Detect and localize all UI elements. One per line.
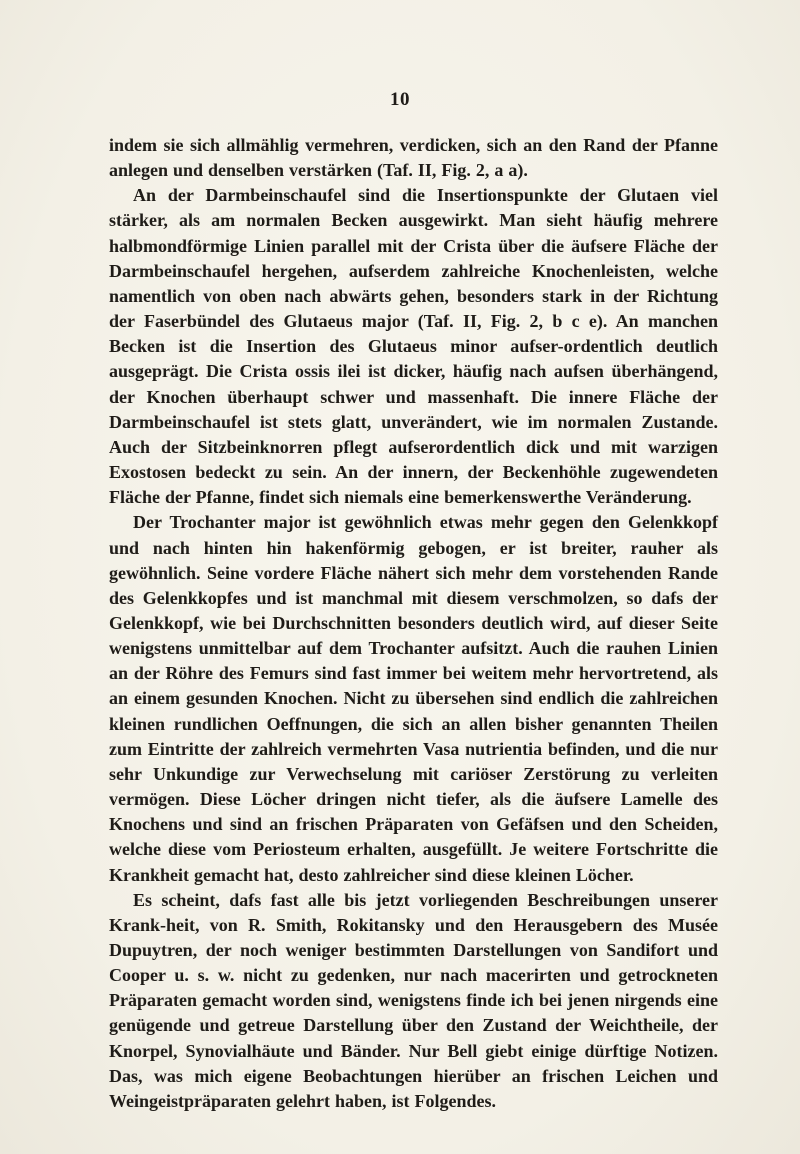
body-text [109,133,718,1114]
paragraph-2: An der Darmbeinschaufel sind die Insertionspunkte der Glutaen viel stärker, als am normalen Becken ausgewirkt. Man sieht häufig mehrere halbmondförmige Linien parallel mit der Crista über die äufsere Fläche der Darmbeinschaufel hergehen, aufserdem zahlreiche Knochenleisten, welche namentlich von oben nach abwärts gehen, besonders stark in der Richtung der Faserbündel des Glutaeus major (Taf. II, Fig. 2, b c e). An manchen Becken ist die Insertion des Glutaeus minor aufser-ordentlich deutlich ausgeprägt. Die Crista ossis ilei ist dicker, häufig nach aufsen überhängend, der Knochen überhaupt schwer und massenhaft. Die innere Fläche der Darmbeinschaufel ist stets glatt, unverändert, wie im normalen Zustande. Auch der Sitzbeinknorren pflegt aufserordentlich dick und mit warzigen Exostosen bedeckt zu sein. An der innern, der Beckenhöhle zugewendeten Fläche der Pfanne, findet sich niemals eine bemerkenswerthe Veränderung. [109,185,718,508]
paragraph-4: Es scheint, dafs fast alle bis jetzt vorliegenden Beschreibungen unserer Krank-heit, von R. Smith, Rokitansky und den Herausgebern des Musée Dupuytren, der noch weniger bestimmten Darstellungen von Sandifort und Cooper u. s. w. nicht zu gedenken, nur nach macerirten und getrockneten Präparaten gemacht worden sind, wenigstens finde ich bei jenen nirgends eine genügende und getreue Darstellung über den Zustand der Weichtheile, der Knorpel, Synovialhäute und Bänder. Nur Bell giebt einige dürftige Notizen. Das, was mich eigene Beobachtungen hierüber an frischen Leichen und Weingeistpräparaten gelehrt haben, ist Folgendes. [109,889,718,1111]
paragraph-3: Der Trochanter major ist gewöhnlich etwas mehr gegen den Gelenkkopf und nach hinten hin hakenförmig gebogen, er ist breiter, rauher als gewöhnlich. Seine vordere Fläche nähert sich mehr dem vorstehenden Rande des Gelenkkopfes und ist manchmal mit diesem verschmolzen, so dafs der Gelenkkopf, wie bei Durchschnitten besonders deutlich wird, auf dieser Seite wenigstens unmittelbar auf dem Trochanter aufsitzt. Auch die rauhen Linien an der Röhre des Femurs sind fast immer bei weitem mehr hervortretend, als an einem gesunden Knochen. Nicht zu übersehen sind endlich die zahlreichen kleinen rundlichen Oeffnungen, die sich an allen bisher genannten Theilen zum Eintritte der zahlreich vermehrten Vasa nutrientia befinden, und die nur sehr Unkundige zur Verwechselung mit cariöser Zerstörung zu verleiten vermögen. Diese Löcher dringen nicht tiefer, als die äufsere Lamelle des Knochens und sind an frischen Präparaten von Gefäfsen und den Scheiden, welche diese vom Periosteum erhalten, ausgefüllt. Je weitere Fortschritte die Krankheit gemacht hat, desto zahlreicher sind diese kleinen Löcher. [109,512,718,885]
page-number: 10 [390,89,410,110]
paragraph-1: indem sie sich allmählig vermehren, verdicken, sich an den Rand der Pfanne anlegen und denselben verstärken (Taf. II, Fig. 2, a a). [109,135,718,181]
